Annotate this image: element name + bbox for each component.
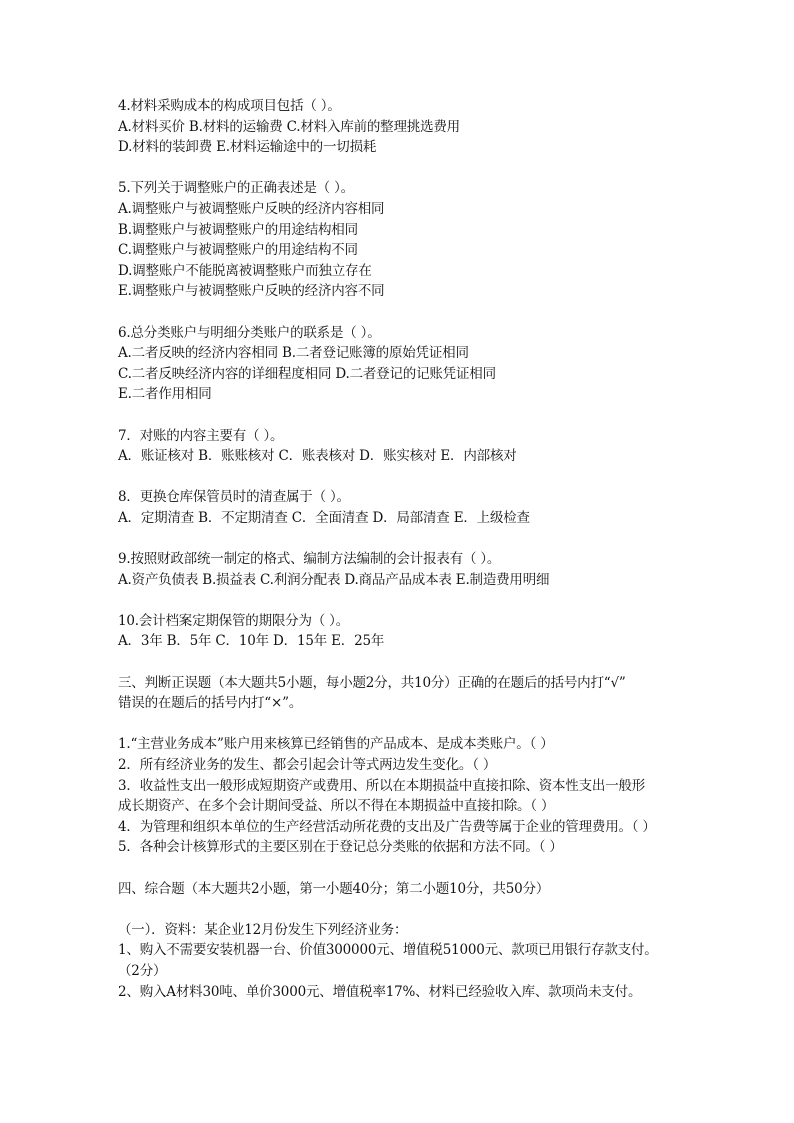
- spacer: [118, 652, 688, 673]
- question-6-options-line-1: A.二者反映的经济内容相同 B.二者登记账簿的原始凭证相同: [118, 345, 469, 362]
- question-5-option-e: E.调整账户与被调整账户反映的经济内容不同: [118, 283, 385, 300]
- question-4-stem: 4.材料采购成本的构成项目包括（ ）。: [118, 98, 341, 114]
- question-5-option-a: A.调整账户与被调整账户反映的经济内容相同: [118, 200, 385, 217]
- section-4-intro: （一）．资料：某企业12月份发生下列经济业务：: [118, 921, 408, 938]
- spacer: [118, 590, 688, 611]
- question-6-options-line-2: C.二者反映经济内容的详细程度相同 D.二者登记的记账凭证相同: [118, 365, 496, 382]
- spacer: [118, 467, 688, 488]
- spacer: [118, 528, 688, 549]
- section-4-item-2: 2、购入A材料30吨、单价3000元、增值税率17%、材料已经验收入库、款项尚未支付。: [118, 983, 642, 1000]
- section-4-item-1-score: （2分）: [118, 962, 167, 979]
- spacer: [118, 405, 688, 426]
- question-5-option-d: D.调整账户不能脱离被调整账户而独立存在: [118, 262, 372, 279]
- judgment-item-1: 1.“主营业务成本”账户用来核算已经销售的产品成本、是成本类账户。（ ）: [118, 736, 554, 753]
- question-5-stem: 5.下列关于调整账户的正确表述是（ ）。: [118, 180, 354, 197]
- spacer: [118, 302, 688, 323]
- judgment-item-2: 2．所有经济业务的发生、都会引起会计等式两边发生变化。（ ）: [118, 757, 497, 773]
- judgment-item-3-line-2: 成长期资产、在多个会计期间受益、所以不得在本期损益中直接扣除。（ ）: [118, 798, 555, 815]
- document-body: [118, 96, 688, 1002]
- question-5-option-c: C.调整账户与被调整账户的用途结构不同: [118, 242, 358, 259]
- question-4-options-line-2: D.材料的装卸费 E.材料运输途中的一切损耗: [118, 139, 377, 156]
- judgment-item-5: 5．各种会计核算形式的主要区别在于登记总分类账的依据和方法不同。（ ）: [118, 839, 563, 856]
- question-8-options: A．定期清查 B．不定期清查 C．全面清查 D．局部清查 E．上级检查: [118, 509, 530, 526]
- question-10-options: A．3年 B．5年 C．10年 D．15年 E．25年: [118, 633, 385, 650]
- question-6-options-line-3: E.二者作用相同: [118, 386, 212, 403]
- spacer: [118, 714, 688, 735]
- question-10-stem: 10.会计档案定期保管的期限分为（ ）。: [118, 612, 350, 629]
- judgment-item-3-line-1: 3．收益性支出一般形成短期资产或费用、所以在本期损益中直接扣除、资本性支出一般形: [118, 777, 646, 794]
- question-8-stem: 8．更换仓库保管员时的清查属于（ ）。: [118, 489, 350, 506]
- question-4-options-line-1: A.材料买价 B.材料的运输费 C.材料入库前的整理挑选费用: [118, 118, 460, 135]
- question-7-stem: 7．对账的内容主要有（ ）。: [118, 427, 284, 444]
- section-4-heading: 四、综合题（本大题共2小题，第一小题40分；第二小题10分，共50分）: [118, 880, 550, 897]
- question-7-options: A．账证核对 B．账账核对 C．账表核对 D．账实核对 E．内部核对: [118, 448, 517, 465]
- question-9-stem: 9.按照财政部统一制定的格式、编制方法编制的会计报表有（ ）。: [118, 551, 501, 568]
- spacer: [118, 899, 688, 920]
- question-6-stem: 6.总分类账户与明细分类账户的联系是（ ）。: [118, 324, 381, 341]
- section-3-heading-line-2: 错误的在题后的括号内打“×”。: [118, 695, 303, 712]
- question-9-options: A.资产负债表 B.损益表 C.利润分配表 D.商品产品成本表 E.制造费用明细: [118, 571, 550, 588]
- section-4-item-1: 1、购入不需要安装机器一台、价值300000元、增值税51000元、款项已用银行存款支付。: [118, 942, 658, 959]
- spacer: [118, 158, 688, 179]
- judgment-item-4: 4．为管理和组织本单位的生产经营活动所花费的支出及广告费等属于企业的管理费用。（ ）: [118, 818, 656, 835]
- question-5-option-b: B.调整账户与被调整账户的用途结构相同: [118, 221, 358, 238]
- section-3-heading-line-1: 三、判断正误题（本大题共5小题，每小题2分，共10分）正确的在题后的括号内打“√”: [118, 674, 626, 691]
- spacer: [118, 858, 688, 879]
